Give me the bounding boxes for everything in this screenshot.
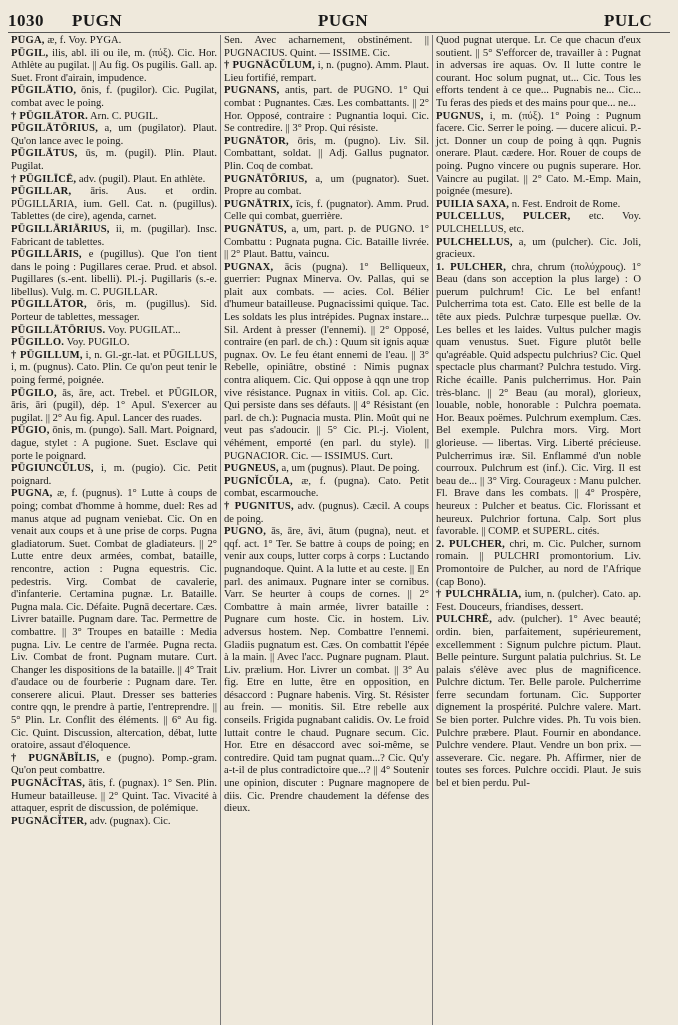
dictionary-entry xyxy=(11,325,217,338)
dictionary-entry xyxy=(11,350,217,388)
dictionary-entry xyxy=(436,589,641,614)
headword: PŪGILLO. xyxy=(11,337,65,349)
dictionary-entry xyxy=(11,816,217,829)
running-header xyxy=(8,6,670,33)
headword: PUGNĀCĬTAS, xyxy=(11,778,86,790)
headword: PUGNĀTOR, xyxy=(224,135,289,147)
dictionary-entry xyxy=(436,199,641,212)
definition-text: āris. Aus. et ordin. PŪGILLĀRIA, ium. Gell. Cat. n. (pugillus). Tablettes (de cire), agenda, carnet. xyxy=(11,186,217,223)
definition-text: ōris, m. (pugno). Liv. Sil. Combattant, soldat. || Adj. Gallus pugnator. Plin. Coq de combat. xyxy=(224,135,429,172)
definition-text: chra, chrum (πολύχρους). 1° Beau (dans son acception la plus large) : O puerum pulchrum! Cic. Le bel enfant! Pulcherrima tota est. Cato. Elle est belle de la tête aux pieds. Pulchræ turpesque puellæ. Ov. Les belles et les laides. Vultus pulcher magis quam venustus. Suet. Figure plutôt belle qu'agréable. Quid adspectu pulchrius? Cic. Quel spectacle plus charmant? Pulchra testudo. Virg. Riche écaille. Panis pulcherrimus. Hor. Pain très-blanc. || 2° Beau (au moral), glorieux, louable, noble, honorable : Pulchra poemata. Hor. Beaux poëmes. Pulchrum exemplum. Cæs. Bel exemple. Pulchra mors. Virg. Mort glorieuse. — libertas. Virg. Liberté précieuse. Pulcherrimus iræ. Sil. Enflammé d'un noble courroux. Pulchrum est (inf.). Cic. Virg. Il est beau de... || 3° Virg. Courageux : Manu pulcher. Fl. Brave dans les combats. || 4° Prospère, heureux : Pulcher et beatus. Cic. Florissant et heureux. Pulchrior fortuna. Calp. Sort plus favorable. || COMP. et SUPERL. cités. xyxy=(436,261,641,538)
dictionary-entry xyxy=(11,85,217,110)
headword: PŪGIL, xyxy=(11,47,49,59)
definition-text: e (pugno). Pomp.-gram. Qu'on peut combattre. xyxy=(11,752,217,777)
page-number: 1030 xyxy=(8,11,44,30)
definition-text: antis, part. de PUGNO. 1° Qui combat : Pugnantes. Cæs. Les combattants. || 2° Hor. Opposé, contraire : Pugnantia loqui. Cic. Se contredire. || 3° Prop. Qui résiste. xyxy=(224,85,429,135)
dictionary-entry xyxy=(11,35,217,48)
dictionary-entry xyxy=(224,199,429,224)
definition-text: i, m. (pugio). Cic. Petit poignard. xyxy=(11,463,217,487)
dictionary-entry xyxy=(11,224,217,249)
definition-text: ōnis, f. (pugilor). Cic. Pugilat, combat avec le poing. xyxy=(11,85,217,109)
headword: PUGNAX, xyxy=(224,261,274,273)
headword: † PŪGILĀTOR. xyxy=(11,110,88,122)
definition-text: ācis (pugna). 1° Belliqueux, guerrier: Pugnax Minerva. Ov. Pallas, qui se plait aux combats. — acies. Col. Bélier d'humeur batailleuse. Pugnacissimi quique. Tac. Les soldats les plus intrépides. Pugnax instare... Sil. Ardent à presser (l'ennemi). || 2° Opposé, contraire (en parl. de ch.) : Quum sit ignis aquæ pugnax. Ov. Le feu étant ennemi de l'eau. || 3° Rebelle, opiniâtre, obstiné : Nimis pugnax contra aliquem. Cic. Qui oppose à qqn une trop vive résistance. Pugnax in vitiis. Col. ap. Cic. Qui persiste dans ses défauts. || 4° Résistant (en parl. de ch.): Pugnacia musta. Plin. Moût qui ne veut pas s'adoucir. || 5° Cic. Pl.-j. Violent, véhément, emporté (en parl. du style). || PUGNACIOR. Cic. — ISSIMUS. Curt. xyxy=(224,261,429,462)
definition-text: i, n. (pugno). Amm. Plaut. Lieu fortifié, rempart. xyxy=(224,60,429,84)
definition-text: Voy. PUGILO. xyxy=(64,337,130,349)
definition-text: Arn. C. PUGIL. xyxy=(87,110,159,122)
definition-text: ātis, f. (pugnax). 1° Sen. Plin. Humeur batailleuse. || 2° Quint. Tac. Vivacité à attaquer, esprit de discussion, de polémique. xyxy=(11,778,217,815)
dictionary-entry xyxy=(11,249,217,299)
dictionary-entry xyxy=(11,111,217,124)
headword: PUGNUS, xyxy=(436,110,484,122)
headword: PULCELLUS, PULCER, xyxy=(436,211,571,223)
definition-text: a, um (pulcher). Cic. Joli, gracieux. xyxy=(436,236,641,261)
headword: PŪGIO, xyxy=(11,425,50,437)
headword: PŪGILĀTUS, xyxy=(11,148,78,160)
left-guide-word: PUGN xyxy=(72,11,123,30)
headword: PULCHRĒ, xyxy=(436,614,493,626)
definition-text: a, um (pugilator). Plaut. Qu'on lance avec le poing. xyxy=(11,123,217,147)
headword: 2. PULCHER, xyxy=(436,538,506,550)
dictionary-entry xyxy=(224,85,429,135)
headword: † PUGNĀCŬLUM, xyxy=(224,60,316,72)
headword: PUGNĀTŌRIUS, xyxy=(224,173,308,185)
dictionary-entry xyxy=(224,136,429,174)
headword: PŪGIUNCŬLUS, xyxy=(11,463,94,475)
definition-text: n. Fest. Endroit de Rome. xyxy=(509,198,621,210)
dictionary-entry xyxy=(11,463,217,488)
dictionary-entry xyxy=(224,463,429,476)
dictionary-entry xyxy=(11,123,217,148)
center-guide-word: PUGN xyxy=(318,11,369,30)
dictionary-entry xyxy=(11,186,217,224)
headword: PŪGILLĀTOR, xyxy=(11,299,87,311)
headword: PŪGILĀTŌRIUS, xyxy=(11,123,99,135)
headword: PŪGILO, xyxy=(11,387,57,399)
dictionary-entry xyxy=(224,224,429,262)
headword: PŪGILĀTIO, xyxy=(11,85,77,97)
headword: † PUGNĀBĬLIS, xyxy=(11,752,100,764)
headword: † PUGNITUS, xyxy=(224,500,294,512)
definition-text: a, um (pugnus). Plaut. De poing. xyxy=(278,463,420,475)
definition-text: e (pugillus). Que l'on tient dans le poing : Pugillares cerae. Prud. et absol. Pugillares (s.-ent. libelli). Pl.-j. Pugillaris (s.-e. libellus). Vulg. m. C. PUGILLAR. xyxy=(11,249,217,298)
definition-text: a, um, part. p. de PUGNO. 1° Combattu : Pugnata pugna. Cic. Bataille livrée. || 2° Plaut. Battu, vaincu. xyxy=(224,223,429,261)
dictionary-entry xyxy=(436,111,641,199)
definition-text: ōnis, m. (pungo). Sall. Mart. Poignard, dague, stylet : A pugione. Suet. Esclave qui porte le poignard. xyxy=(11,425,217,462)
dictionary-entry xyxy=(11,174,217,187)
dictionary-entry xyxy=(224,262,429,464)
headword: PUGNANS, xyxy=(224,85,280,97)
dictionary-entry xyxy=(11,299,217,324)
definition-text: æ, f. Voy. PYGA. xyxy=(44,35,122,46)
definition-text: adv. (pugil). Plaut. En athlète. xyxy=(76,173,206,185)
dictionary-entry xyxy=(11,337,217,350)
definition-text: Voy. PUGILAT... xyxy=(105,324,181,336)
definition-text: adv. (pugnus). Cæcil. A coups de poing. xyxy=(224,500,430,525)
dictionary-columns xyxy=(8,35,670,1025)
headword: † PŪGILĪCĒ, xyxy=(11,173,77,185)
dictionary-entry xyxy=(11,488,217,752)
definition-text: ūs, m. (pugil). Plin. Plaut. Pugilat. xyxy=(11,148,217,172)
headword: PŪGILLĀTŌRIUS. xyxy=(11,324,106,336)
dictionary-entry xyxy=(11,148,217,173)
headword: PUILIA SAXA, xyxy=(436,198,510,210)
definition-text: etc. Voy. PULCHELLUS, etc. xyxy=(436,211,641,235)
definition-text: ōris, m. (pugillus). Sid. Porteur de tablettes, messager. xyxy=(11,299,217,324)
definition-text: Sen. Avec acharnement, obstinément. || PUGNACIUS. Quint. — ISSIME. Cic. xyxy=(224,35,429,59)
dictionary-entry xyxy=(224,60,429,85)
headword: PUGNO, xyxy=(224,526,267,538)
column-right xyxy=(432,35,644,1025)
definition-text: chri, m. Cic. Pulcher, surnom romain. || PULCHRI promontorium. Liv. Promontoire de Pulcher, au nord de l'Afrique (cap Bono). xyxy=(436,538,641,588)
headword: PUGNĀTRIX, xyxy=(224,198,293,210)
headword: PUGNĬCŬLA, xyxy=(224,475,293,487)
headword: PŪGILLAR, xyxy=(11,186,72,198)
definition-text: ium, n. (pulcher). Cato. ap. Fest. Douceurs, friandises, dessert. xyxy=(436,589,642,613)
definition-text: æ, f. (pugna). Cato. Petit combat, escarmouche. xyxy=(224,475,429,500)
dictionary-entry xyxy=(436,237,641,262)
definition-text: ās, āre, act. Trebel. et PŪGILOR, āris, āri (pugil), dép. 1° Apul. S'exercer au pugilat. || 2° Au fig. Apul. Lancer des ruades. xyxy=(11,387,217,424)
dictionary-entry xyxy=(11,753,217,778)
definition-text: adv. (pulcher). 1° Avec beauté; ordin. bien, parfaitement, supérieurement, excellemment : Signum pulchre pictum. Plaut. Belle peinture. Surgunt palatia pulchrius. St. Le palais s'élève avec plus de magnificence. Pulchre dictum. Ter. Belle parole. Pulcherrime ferre secundam fortunam. Cic. Supporter dignement la prospérité. Pulchre valere. Mart. Se bien porter. Pulchre vides. Ph. Tu vois bien. Pulchre præbere. Plaut. Fournir en abondance. Pulchre vendere. Plaut. Vendre un bon prix. — asseverare. Cic. negare. Ph. Affirmer, nier de toutes ses forces. Pulchre occidi. Plaut. Je suis bel et bien perdu. Pul- xyxy=(436,614,641,790)
definition-text: ii, m. (pugillar). Insc. Fabricant de tablettes. xyxy=(11,223,217,248)
definition-text: adv. (pugnax). Cic. xyxy=(87,815,171,827)
definition-text: ilis, abl. ili ou ile, m. (πύξ). Cic. Hor. Athlète au pugilat. || Au fig. Os pugilis. Gall. ap. Suet. Front d'airain, impudence. xyxy=(11,47,217,84)
definition-text: i, m. (πύξ). 1° Poing : Pugnum facere. Cic. Serrer le poing. — ducere alicui. P.-jct. Donner un coup de poing à qqn. Pugnis onerare. Plaut. cædere. Hor. Rouer de coups de poing. Pugno vincere ou pugnis superare. Hor. Vaincre au pugilat. || 2° Cato. M.-Emp. Main, poignée (mesure). xyxy=(436,110,641,198)
definition-text: ās, āre, āvi, ātum (pugna), neut. et qqf. act. 1° Ter. Se battre à coups de poing; en venir aux coups, lutter corps à corps : Luctando pugnandoque. Quint. A la lutte et au ceste. || En parl. des animaux. Pugnare inter se cornibus. Varr. Se heurter à coups de cornes. || 2° Combattre à main armée, livrer bataille : Pugnare cum hoste. Cic. in hostem. Liv. adversus hostem. Nep. Combattre l'ennemi. Gladiis pugnatum est. Cæs. On combattit l'épée à la main. || Avec l'acc. Pugnare pugnam. Plaut. Liv. prælium. Hor. Livrer un combat. || 3° Au fig. Etre en lutte, être en opposition, en désaccord : Pugnare habenis. Virg. St. Résister au frein. — monitis. Sil. Etre rebelle aux conseils. Frigida pugnabant calidis. Ov. Le froid luttait contre le chaud. Pugnare secum. Cic. Hor. Etre en désaccord avec soi-même, se contredire. Quid tam pugnat quam...? Cic. Qu'y a-t-il de plus contradictoire que...? || 4° Soutenir une opinion, discuter : Pugnare magnopere de diis. Cic. Prendre chaudement la défense des dieux. xyxy=(224,526,429,815)
right-guide-word: PULC xyxy=(604,11,653,30)
definition-text: æ, f. (pugnus). 1° Lutte à coups de poing; combat d'homme à homme, duel: Res ad manus atque ad pugnam veniebat. Cic. On en venait aux coups et à une prise de corps. Pugna gladiatorum. Suet. Combat de gladiateurs. || 2° Lutte entre deux armées, combat, bataille, rencontre, action : Pugna equestris. Cic. pedestris. Virg. Combat de cavalerie, d'infanterie. Certamina pugnæ. Lr. Bataille. Pugna mala. Cic. Défaite. Pugnā decertare. Cæs. Livrer bataille. Pugnam dare. Tac. Permettre de combattre. || 3° Troupes en bataille : Media pugna. Liv. Le centre de l'armée. Pugna recta. Liv. Combat de front. Pugnam mutare. Curt. Changer les dispositions de la bataille. || 4° Trait d'audace ou de fourberie : Pugnam dare. Ter. conserere alicui. Plaut. Dresser ses batteries contre qqn, le prendre à partie, l'entreprendre. || 5° Plin. Lr. Conflit des éléments. || 6° Au fig. Cic. Quint. Discussion, altercation, débat, lutte oratoire, assaut d'éloquence. xyxy=(11,488,217,752)
column-middle xyxy=(220,35,432,1025)
dictionary-entry xyxy=(224,476,429,501)
headword: PUGNA, xyxy=(11,488,53,500)
headword: † PULCHRĀLIA, xyxy=(436,589,522,601)
definition-text: Quod pugnat uterque. Lr. Ce que chacun d'eux soutient. || 5° S'efforcer de, travailler à : Pugnat in adversas ire aquas. Ov. Il lutte contre le courant. Hoc solum pugnat, ut... Cic. Tous les efforts tendent à ce que... Pugnabis ne... Cic... Tu feras des pieds et des mains pour que... ne... xyxy=(436,35,641,109)
headword: PULCHELLUS, xyxy=(436,236,513,248)
headword: PUGNEUS, xyxy=(224,463,279,475)
definition-text: i, n. Gl.-gr.-lat. et PŪGILLUS, i, m. (pugnus). Cato. Plin. Ce qu'on peut tenir le poing fermé, poignée. xyxy=(11,349,217,387)
dictionary-entry xyxy=(224,174,429,199)
headword: PUGNĀTUS, xyxy=(224,223,287,235)
dictionary-entry xyxy=(11,48,217,86)
headword: PŪGILLĀRIĀRIUS, xyxy=(11,223,110,235)
headword: 1. PULCHER, xyxy=(436,261,507,273)
headword: PŪGILLĀRIS, xyxy=(11,249,82,261)
dictionary-entry xyxy=(436,35,641,111)
headword: PUGNĀCĬTER, xyxy=(11,815,88,827)
dictionary-entry xyxy=(436,614,641,790)
dictionary-entry xyxy=(224,501,429,526)
dictionary-entry xyxy=(224,526,429,816)
dictionary-entry xyxy=(436,539,641,589)
dictionary-entry xyxy=(224,35,429,60)
headword: PŪGA, xyxy=(11,35,45,46)
dictionary-entry xyxy=(11,778,217,816)
dictionary-entry xyxy=(11,425,217,463)
column-left xyxy=(8,35,220,1025)
definition-text: a, um (pugnator). Suet. Propre au combat. xyxy=(224,173,429,198)
dictionary-entry xyxy=(436,262,641,539)
headword: † PŪGILLUM, xyxy=(11,349,83,361)
definition-text: īcis, f. (pugnator). Amm. Prud. Celle qui combat, guerrière. xyxy=(224,198,429,223)
dictionary-entry xyxy=(436,211,641,236)
dictionary-entry xyxy=(11,388,217,426)
